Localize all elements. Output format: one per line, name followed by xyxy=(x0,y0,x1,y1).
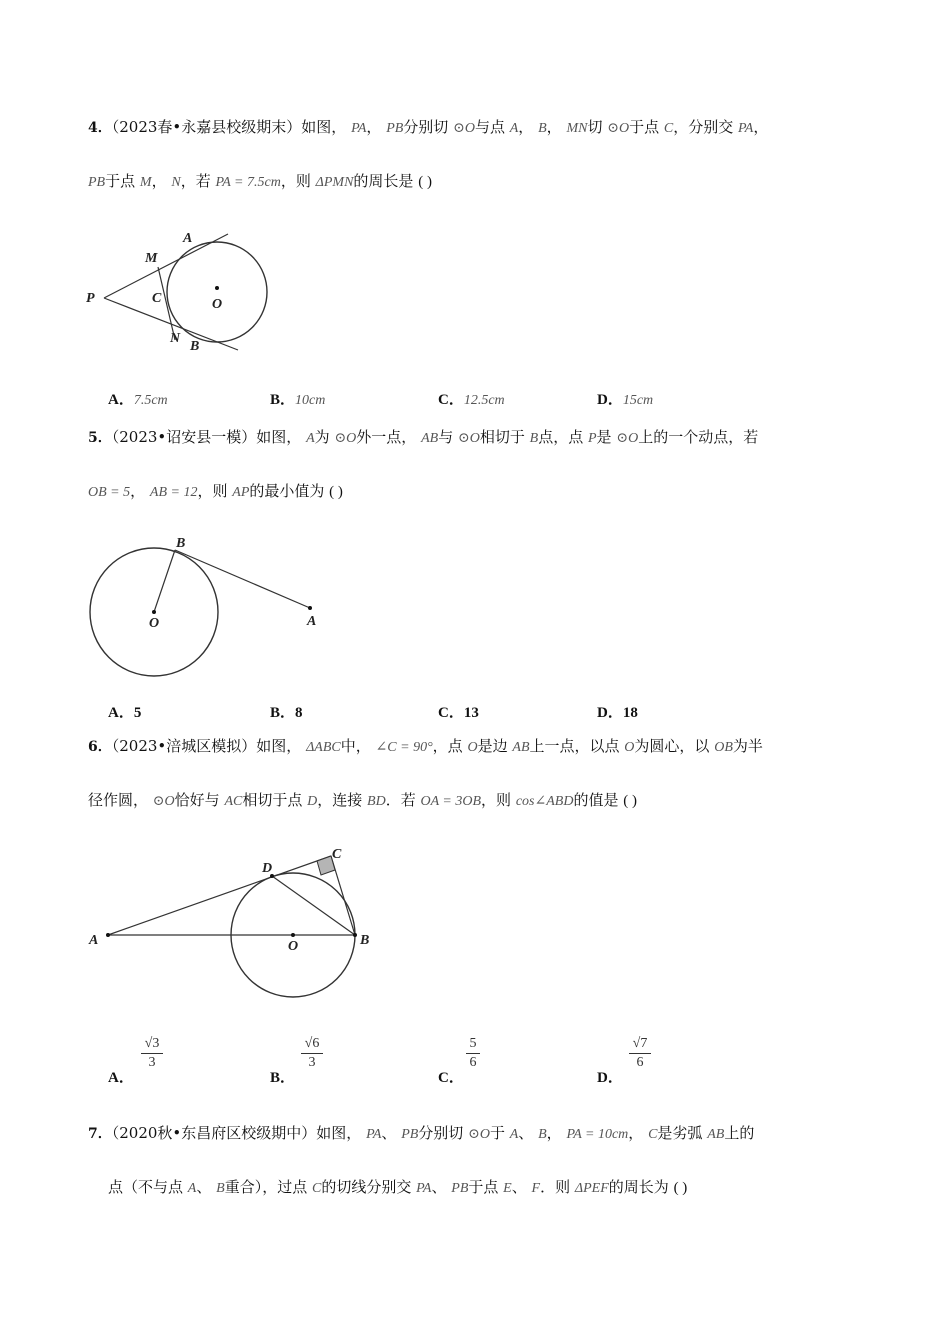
q5-label-b: B xyxy=(176,536,186,551)
q4-center-dot xyxy=(215,286,219,290)
q6-option-c-fraction: $\frac{5}{6}$ xyxy=(466,1036,480,1071)
q6-point-b-dot xyxy=(353,933,357,937)
q4-figure xyxy=(82,220,282,360)
q6-line1: 6．（2023•涪城区模拟）如图， ΔABC中， ∠C = 90°，点 O是边 AB上一点，以点 O为圆心，以 OB为半 xyxy=(88,737,763,755)
q6-figure xyxy=(86,840,386,1010)
q4-option-a[interactable]: A．7.5cm xyxy=(108,392,168,408)
q5-label-o: O xyxy=(149,616,160,631)
q6-option-d-fraction: $\frac{√7}{6}$ xyxy=(629,1036,651,1071)
q4-label-b: B xyxy=(190,339,200,354)
q4-circle xyxy=(167,242,267,342)
q6-line2: 径作圆， ⊙O恰好与 AC相切于点 D，连接 BD．若 OA = 3OB，则 cos∠ABD的值是 ( ) xyxy=(88,791,637,809)
q6-option-a[interactable]: A． xyxy=(108,1070,134,1086)
q4-line2: PB于点 M， N，若 PA = 7.5cm，则 ΔPMN的周长是 ( ) xyxy=(88,172,432,190)
q5-option-d[interactable]: D．18 xyxy=(597,705,638,721)
q4-option-c[interactable]: C．12.5cm xyxy=(438,392,505,408)
q4-line1: 4．（2023春•永嘉县校级期末）如图， PA， PB分别切 ⊙O与点 A， B， MN切 ⊙O于点 C，分别交 PA， xyxy=(88,118,769,136)
q6-segment-bd xyxy=(272,876,355,935)
q4-label-a: A xyxy=(183,231,193,246)
q6-label-a: A xyxy=(89,933,99,948)
q4-option-b[interactable]: B．10cm xyxy=(270,392,326,408)
q5-option-b[interactable]: B．8 xyxy=(270,705,303,721)
q6-option-d[interactable]: D． xyxy=(597,1070,623,1086)
q6-label-o: O xyxy=(288,939,299,954)
q5-option-a[interactable]: A．5 xyxy=(108,705,142,721)
q4-label-o: O xyxy=(212,297,223,312)
q4-label-c: C xyxy=(152,291,162,306)
q5-option-c[interactable]: C．13 xyxy=(438,705,479,721)
q4-option-d[interactable]: D．15cm xyxy=(597,392,654,408)
q6-point-a-dot xyxy=(106,933,110,937)
q6-option-b-fraction: $\frac{√6}{3}$ xyxy=(301,1036,323,1071)
q5-radius-ob xyxy=(154,550,175,612)
q5-line2: OB = 5， AB = 12，则 AP的最小值为 ( ) xyxy=(88,482,343,500)
q7-line1: 7．（2020秋•东昌府区校级期中）如图， PA、 PB分别切 ⊙O于 A、 B， PA = 10cm， C是劣弧 AB上的 xyxy=(88,1124,755,1142)
q5-tangent-ab xyxy=(175,550,310,608)
q6-label-c: C xyxy=(332,847,342,862)
q4-tangent-pa xyxy=(104,234,228,298)
q5-center-dot xyxy=(152,610,156,614)
q4-label-n: N xyxy=(170,331,181,346)
q6-label-d: D xyxy=(262,861,273,876)
q7-line2: 点（不与点 A、 B重合），过点 C的切线分别交 PA、 PB于点 E、 F．则 ΔPEF的周长为 ( ) xyxy=(108,1178,688,1196)
q6-option-b[interactable]: B． xyxy=(270,1070,296,1086)
q4-label-p: P xyxy=(86,291,95,306)
q6-label-b: B xyxy=(360,933,370,948)
q5-figure xyxy=(84,534,344,684)
q6-option-c[interactable]: C． xyxy=(438,1070,464,1086)
q6-center-dot xyxy=(291,933,295,937)
q4-label-m: M xyxy=(145,251,158,266)
q5-label-a: A xyxy=(307,614,317,629)
q5-line1: 5．（2023•诏安县一模）如图， A为 ⊙O外一点， AB与 ⊙O相切于 B点，点 P是 ⊙O上的一个动点，若 xyxy=(88,428,759,446)
q6-option-a-fraction: $\frac{√3}{3}$ xyxy=(141,1036,163,1071)
q6-side-ac xyxy=(108,856,331,935)
q5-point-a-dot xyxy=(308,606,312,610)
